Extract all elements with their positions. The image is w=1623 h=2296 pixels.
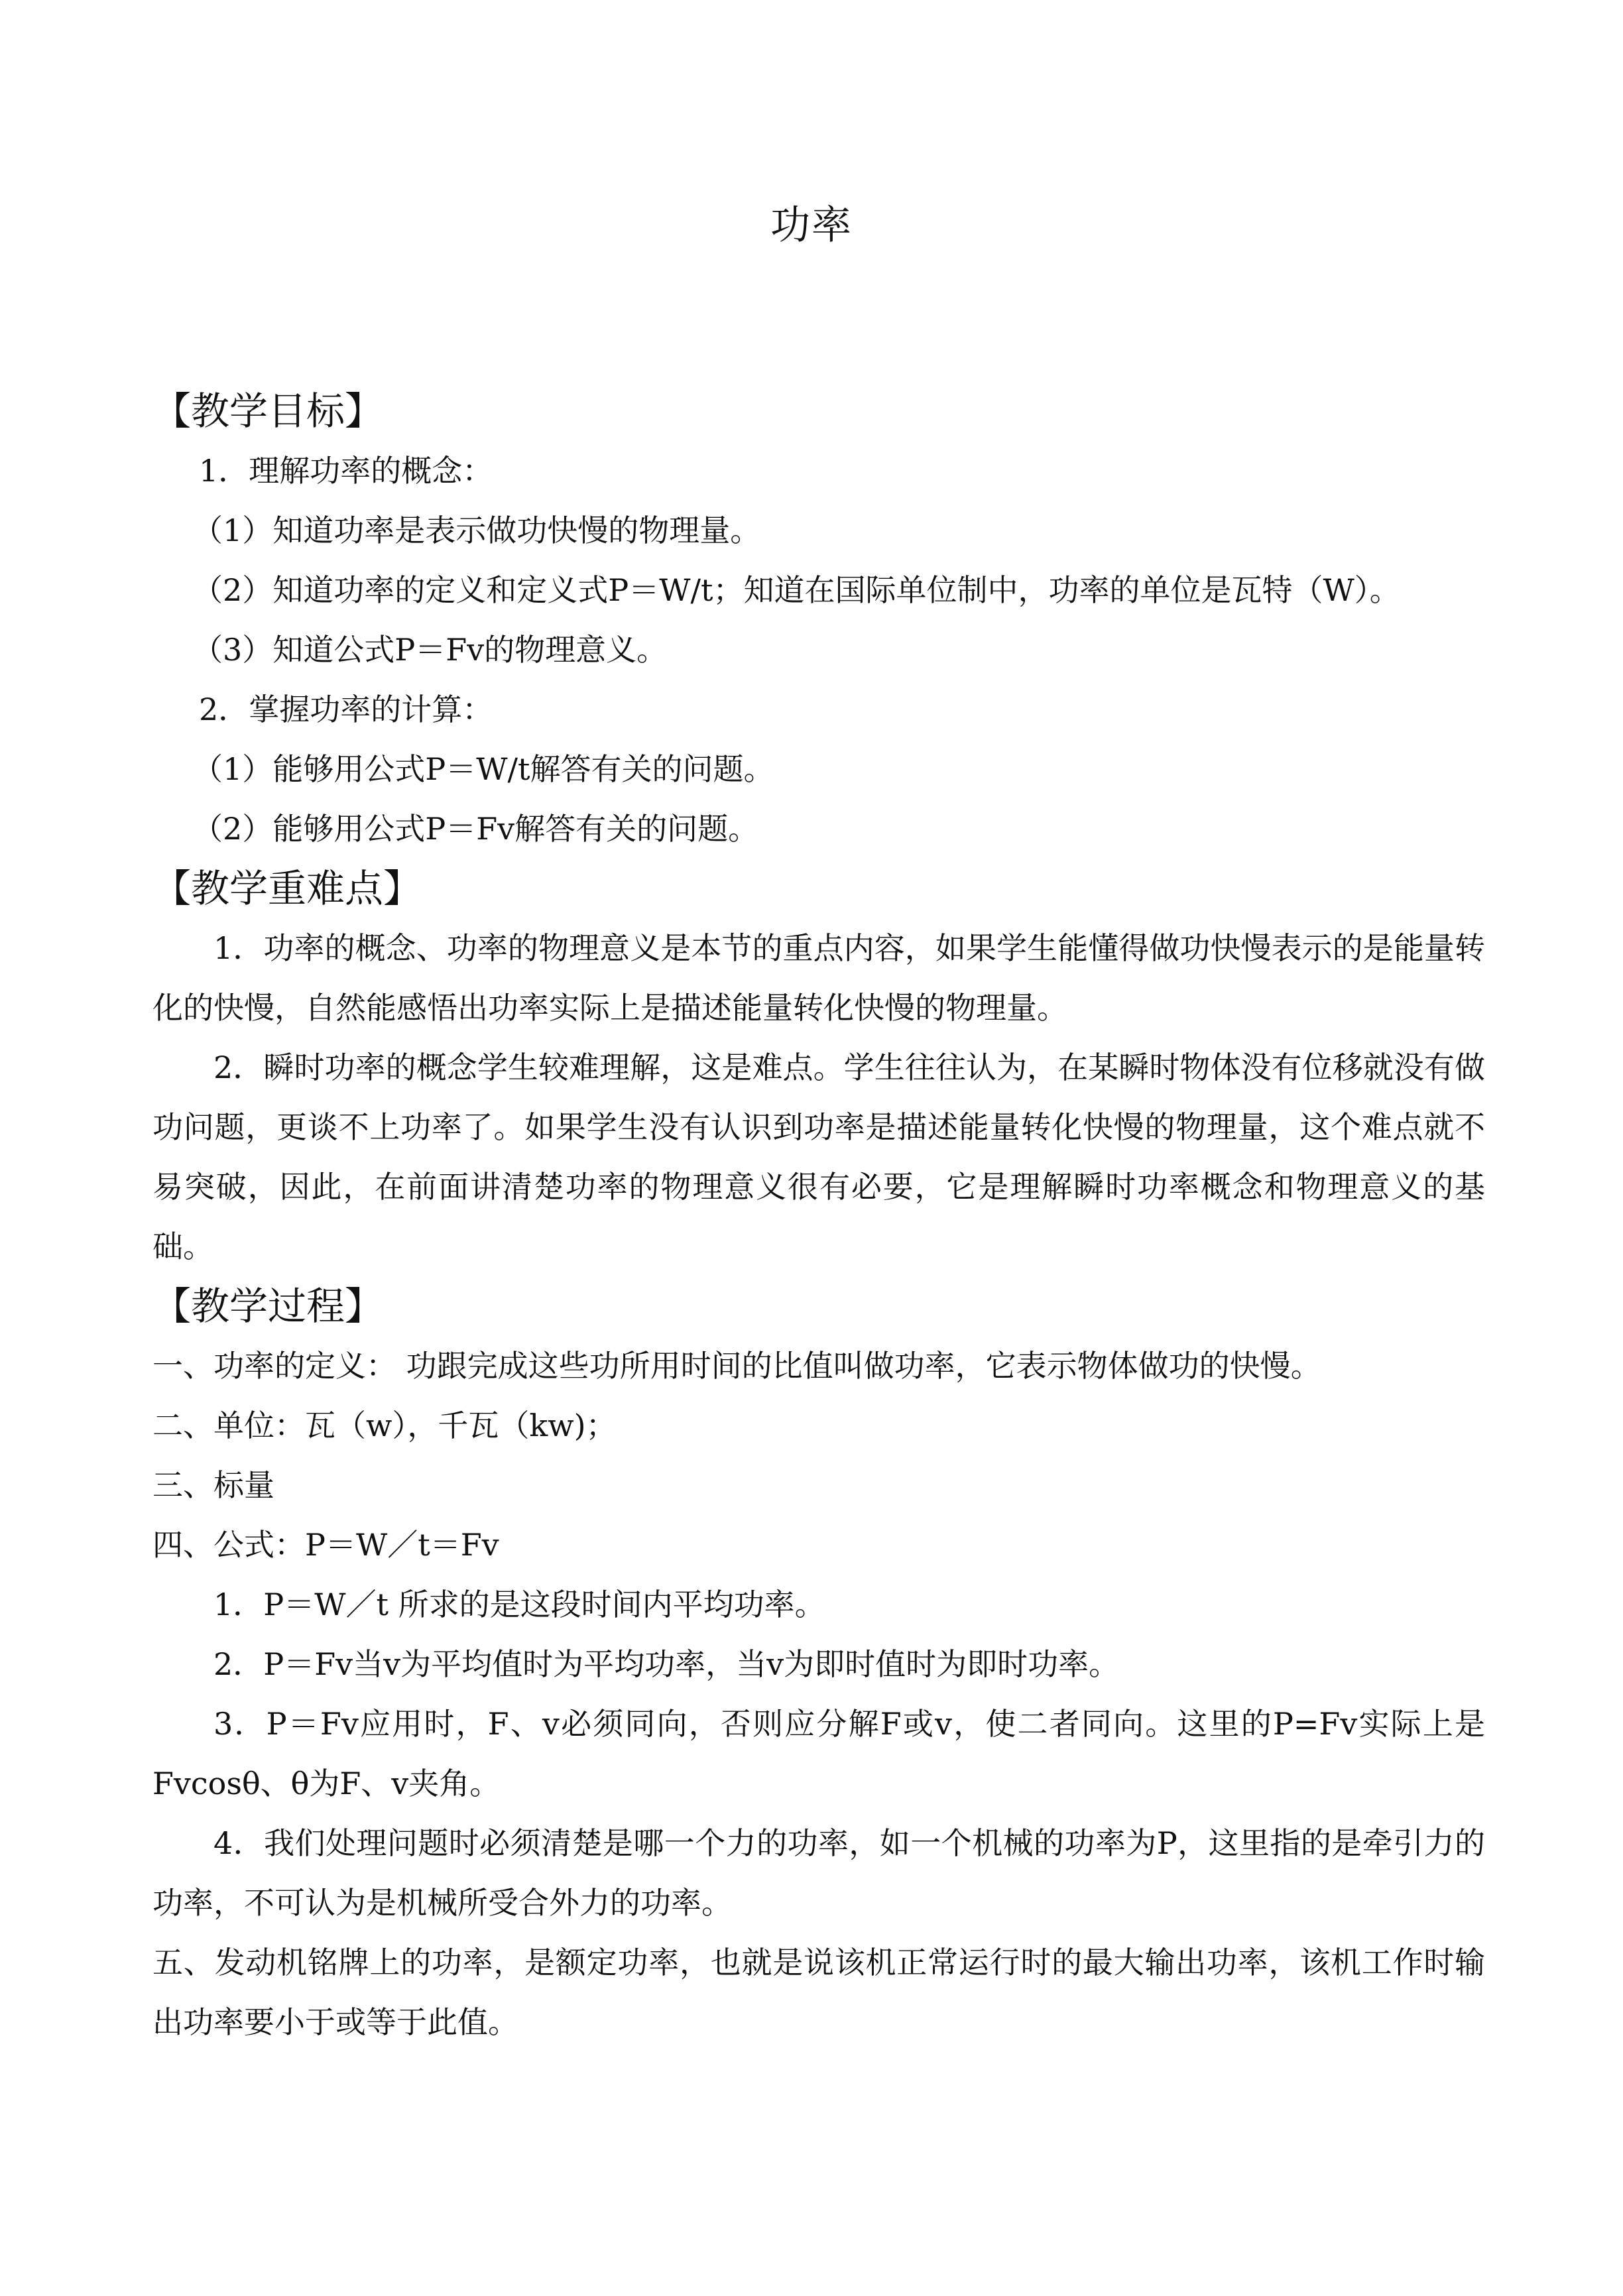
formula-point-4: 4．我们处理问题时必须清楚是哪一个力的功率，如一个机械的功率为P，这里指的是牵引力的功率，不可认为是机械所受合外力的功率。 bbox=[152, 1825, 1485, 1921]
objective-item-1-sub-1: （1）知道功率是表示做功快慢的物理量。 bbox=[192, 513, 761, 548]
process-section bbox=[152, 1276, 1485, 2052]
objective-item-1-sub-2: （2）知道功率的定义和定义式P＝W/t；知道在国际单位制中，功率的单位是瓦特（W）。 bbox=[192, 572, 1400, 608]
process-scalar: 三、标量 bbox=[152, 1467, 274, 1503]
objectives-section bbox=[152, 381, 1485, 859]
process-heading: 【教学过程】 bbox=[152, 1284, 384, 1329]
key-point-paragraph-1: 1．功率的概念、功率的物理意义是本节的重点内容，如果学生能懂得做功快慢表示的是能量转化的快慢，自然能感悟出功率实际上是描述能量转化快慢的物理量。 bbox=[152, 930, 1485, 1026]
key-points-section bbox=[152, 859, 1485, 1276]
process-unit: 二、单位：瓦（w），千瓦（kw)； bbox=[152, 1408, 617, 1443]
objective-item-1: 1．理解功率的概念： bbox=[199, 453, 493, 489]
page-title: 功率 bbox=[770, 202, 853, 249]
key-points-heading: 【教学重难点】 bbox=[152, 866, 422, 911]
objective-item-2: 2．掌握功率的计算： bbox=[199, 692, 493, 727]
process-rated-power: 五、发动机铭牌上的功率，是额定功率，也就是说该机正常运行时的最大输出功率，该机工作时输出功率要小于或等于此值。 bbox=[152, 1945, 1485, 2040]
objective-item-1-sub-3: （3）知道公式P＝Fv的物理意义。 bbox=[192, 632, 668, 668]
objectives-heading: 【教学目标】 bbox=[152, 389, 384, 434]
formula-point-3: 3．P＝Fv应用时，F、v必须同向，否则应分解F或v，使二者同向。这里的P=Fv实际上是Fvcosθ、θ为F、v夹角。 bbox=[152, 1706, 1485, 1801]
formula-point-1: 1．P＝W／t 所求的是这段时间内平均功率。 bbox=[213, 1587, 825, 1622]
objective-item-2-sub-2: （2）能够用公式P＝Fv解答有关的问题。 bbox=[192, 811, 759, 847]
key-point-paragraph-2: 2．瞬时功率的概念学生较难理解，这是难点。学生往往认为，在某瞬时物体没有位移就没有做功问题，更谈不上功率了。如果学生没有认识到功率是描述能量转化快慢的物理量，这个难点就不易突破，因此，在前面讲清楚功率的物理意义很有必要，它是理解瞬时功率概念和物理意义的基础。 bbox=[152, 1050, 1485, 1264]
process-definition: 一、功率的定义： 功跟完成这些功所用时间的比值叫做功率，它表示物体做功的快慢。 bbox=[152, 1348, 1321, 1384]
process-formula: 四、公式：P＝W／t＝Fv bbox=[152, 1527, 499, 1563]
document-body bbox=[152, 381, 1485, 2052]
formula-point-2: 2．P＝Fv当v为平均值时为平均功率，当v为即时值时为即时功率。 bbox=[213, 1646, 1120, 1682]
objective-item-2-sub-1: （1）能够用公式P＝W/t解答有关的问题。 bbox=[192, 751, 774, 787]
